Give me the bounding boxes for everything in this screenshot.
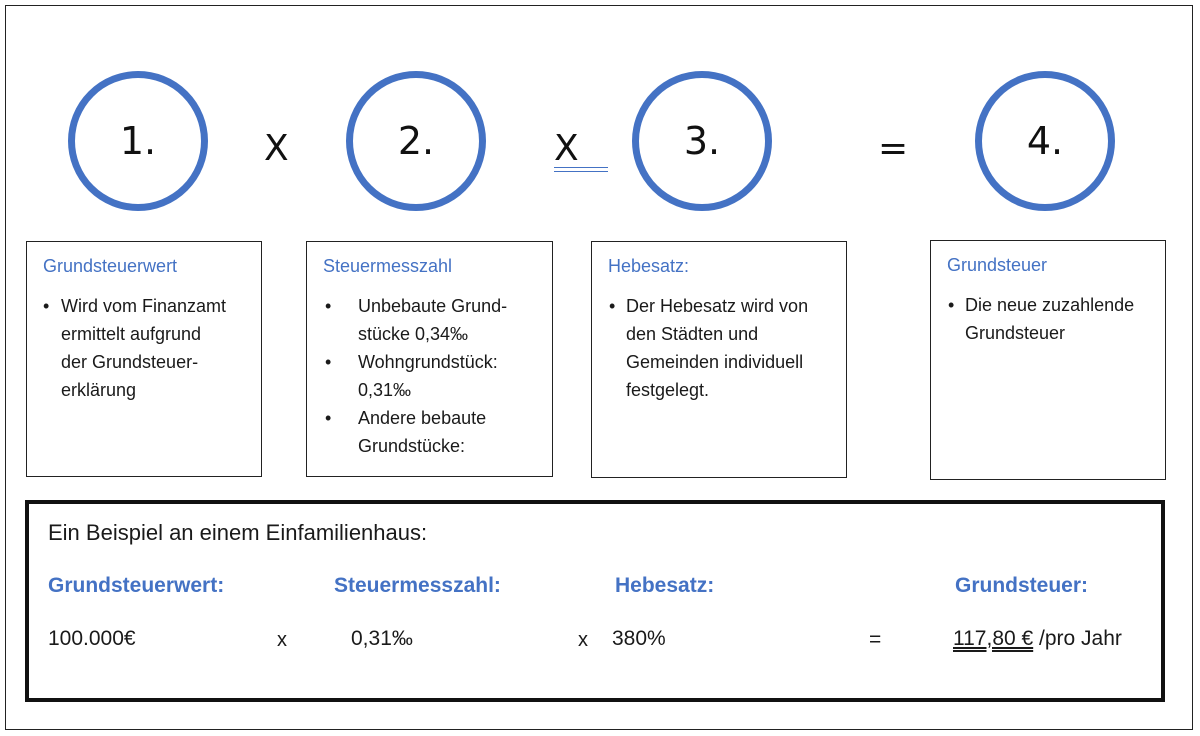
list-item [325, 292, 507, 348]
bullet-list [43, 292, 226, 404]
item-line: Die neue zuzahlende [965, 295, 1135, 315]
step-number-2: 2. [397, 119, 435, 163]
bullet-icon: • [325, 352, 332, 372]
item-line: Wohngrundstück: [358, 352, 498, 372]
example-result [953, 627, 1122, 651]
item-line: Wird vom Finanzamt [61, 296, 227, 316]
box-grundsteuer [930, 240, 1166, 480]
bullet-icon: • [325, 408, 332, 428]
bullet-icon: • [43, 296, 50, 316]
item-line: den Städten und [626, 324, 759, 344]
step-number-4: 4. [1026, 119, 1064, 163]
bullet-list [948, 291, 1134, 347]
example-value-steuermesszahl: 0,31‰ [351, 627, 413, 650]
item-line: ermittelt aufgrund [61, 324, 202, 344]
item-line: stücke 0,34‰ [358, 324, 469, 344]
item-line: Der Hebesatz wird von [626, 296, 809, 316]
multiply-operator-1: X [264, 128, 289, 169]
box-grundsteuerwert [26, 241, 262, 477]
box-title: Grundsteuer [947, 255, 1048, 275]
example-operator-3: = [869, 628, 882, 651]
example-label-steuermesszahl: Steuermesszahl: [334, 574, 501, 597]
item-line: Grundsteuer [965, 323, 1066, 343]
step-number-1: 1. [119, 119, 157, 163]
example-box [25, 500, 1165, 702]
list-item [948, 291, 1134, 347]
item-line: Grundstücke: [358, 436, 466, 456]
bullet-icon: • [609, 296, 616, 316]
example-operator-1: x [277, 629, 287, 651]
example-heading: Ein Beispiel an einem Einfamilienhaus: [48, 520, 428, 545]
box-hebesatz [591, 241, 847, 478]
step-circle-4 [975, 71, 1115, 211]
item-line: 0,31‰ [358, 380, 412, 400]
example-result-suffix: /pro Jahr [1039, 627, 1122, 650]
box-steuermesszahl [306, 241, 553, 477]
box-title: Steuermesszahl [323, 256, 453, 276]
item-line: der Grundsteuer- [61, 352, 199, 372]
box-title: Hebesatz: [608, 256, 690, 276]
example-label-grundsteuerwert: Grundsteuerwert: [48, 574, 225, 597]
operator-underline [554, 167, 608, 172]
list-item [325, 348, 507, 404]
item-line: Gemeinden individuell [626, 352, 804, 372]
multiply-operator-2: X [554, 128, 579, 169]
list-item [43, 292, 226, 404]
bullet-list [325, 292, 507, 460]
item-line: Andere bebaute [358, 408, 487, 428]
step-circle-2 [346, 71, 486, 211]
bullet-icon: • [325, 296, 332, 316]
list-item [609, 292, 808, 404]
item-line: Unbebaute Grund- [358, 296, 508, 316]
item-line: festgelegt. [626, 380, 710, 400]
step-circle-3 [632, 71, 772, 211]
bullet-icon: • [948, 295, 955, 315]
step-number-3: 3. [683, 119, 721, 163]
list-item [325, 404, 507, 460]
box-title: Grundsteuerwert [43, 256, 178, 276]
example-value-grundsteuerwert: 100.000€ [48, 627, 136, 650]
example-operator-2: x [578, 629, 588, 651]
item-line: erklärung [61, 380, 137, 400]
bullet-list [609, 292, 808, 404]
equals-operator: = [878, 128, 909, 169]
example-label-hebesatz: Hebesatz: [615, 574, 715, 597]
step-circle-1 [68, 71, 208, 211]
example-label-grundsteuer: Grundsteuer: [955, 574, 1089, 597]
example-value-hebesatz: 380% [612, 627, 666, 650]
example-result-value: 117,80 € [953, 627, 1034, 650]
